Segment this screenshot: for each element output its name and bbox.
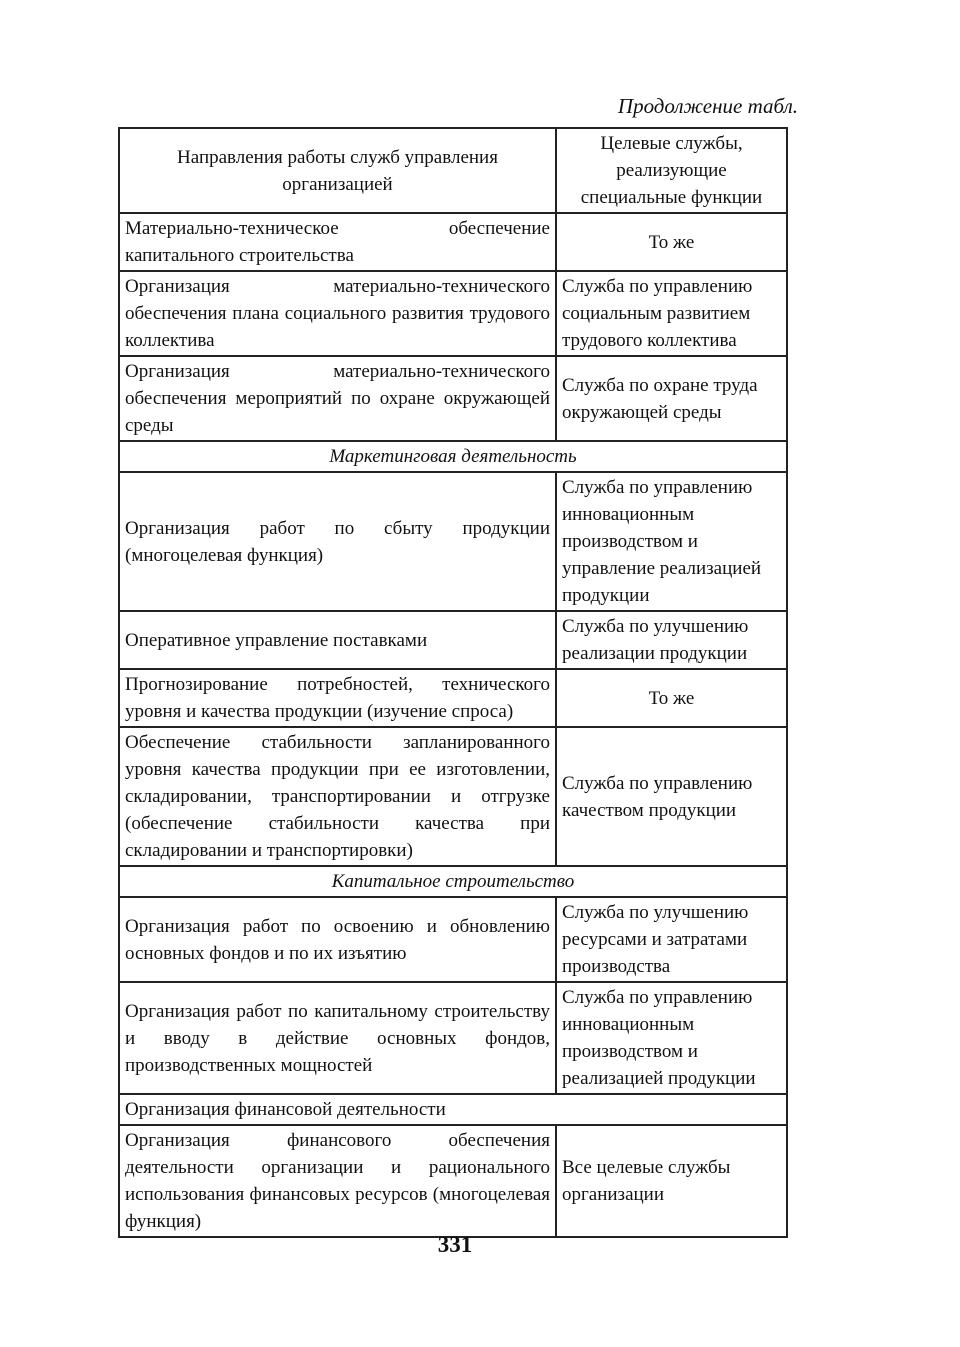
table-row bbox=[119, 897, 787, 982]
direction-cell: Организация материально-технического обеспечения мероприятий по охране окружающей среды bbox=[119, 356, 556, 441]
section-title: Маркетинговая деятельность bbox=[119, 441, 787, 472]
table-header-row bbox=[119, 128, 787, 213]
service-cell: То же bbox=[556, 213, 787, 271]
direction-cell: Организация финансового обеспечения деятельности организации и рационального использования финансовых ресурсов (многоцелевая функция) bbox=[119, 1125, 556, 1237]
direction-cell: Организация работ по сбыту продукции (многоцелевая функция) bbox=[119, 472, 556, 611]
table-row bbox=[119, 356, 787, 441]
table-row bbox=[119, 213, 787, 271]
direction-cell: Организация материально-технического обеспечения плана социального развития трудового коллектива bbox=[119, 271, 556, 356]
header-target-services: Целевые службы, реализующие специальные функции bbox=[556, 128, 787, 213]
page-number: 331 bbox=[437, 1232, 473, 1257]
service-cell: Служба по управлению социальным развитием трудового коллектива bbox=[556, 271, 787, 356]
table-row bbox=[119, 472, 787, 611]
service-cell: Служба по улучшению реализации продукции bbox=[556, 611, 787, 669]
service-cell: Служба по улучшению ресурсами и затратами производства bbox=[556, 897, 787, 982]
direction-cell: Прогнозирование потребностей, технического уровня и качества продукции (изучение спроса) bbox=[119, 669, 556, 727]
service-cell: Служба по управлению инновационным производством и реализацией продукции bbox=[556, 982, 787, 1094]
table-row bbox=[119, 727, 787, 866]
section-title: Капитальное строительство bbox=[119, 866, 787, 897]
service-cell: Служба по управлению инновационным производством и управление реализацией продукции bbox=[556, 472, 787, 611]
table-row bbox=[119, 611, 787, 669]
service-cell: Служба по управлению качеством продукции bbox=[556, 727, 787, 866]
direction-cell: Организация работ по освоению и обновлению основных фондов и по их изъятию bbox=[119, 897, 556, 982]
header-directions: Направления работы служб управления организацией bbox=[119, 128, 556, 213]
table-section-row bbox=[119, 441, 787, 472]
direction-cell: Организация работ по капитальному строительству и вводу в действие основных фондов, производственных мощностей bbox=[119, 982, 556, 1094]
direction-cell: Оперативное управление поставками bbox=[119, 611, 556, 669]
service-cell: Все целевые службы организации bbox=[556, 1125, 787, 1237]
table-row bbox=[119, 669, 787, 727]
functions-table bbox=[118, 127, 788, 1238]
table-row bbox=[119, 1125, 787, 1237]
table-row bbox=[119, 982, 787, 1094]
table-continuation-caption: Продолжение табл. bbox=[617, 94, 798, 118]
table-row bbox=[119, 271, 787, 356]
table-section-row bbox=[119, 866, 787, 897]
direction-cell: Обеспечение стабильности запланированного уровня качества продукции при ее изготовлении, складировании, транспортировании и отгрузке (обеспечение стабильности качества при складировании и транспортировки) bbox=[119, 727, 556, 866]
service-cell: Служба по охране труда окружающей среды bbox=[556, 356, 787, 441]
section-title: Организация финансовой деятельности bbox=[119, 1094, 787, 1125]
table-section-row bbox=[119, 1094, 787, 1125]
direction-cell: Материально-техническое обеспечение капитального строительства bbox=[119, 213, 556, 271]
service-cell: То же bbox=[556, 669, 787, 727]
